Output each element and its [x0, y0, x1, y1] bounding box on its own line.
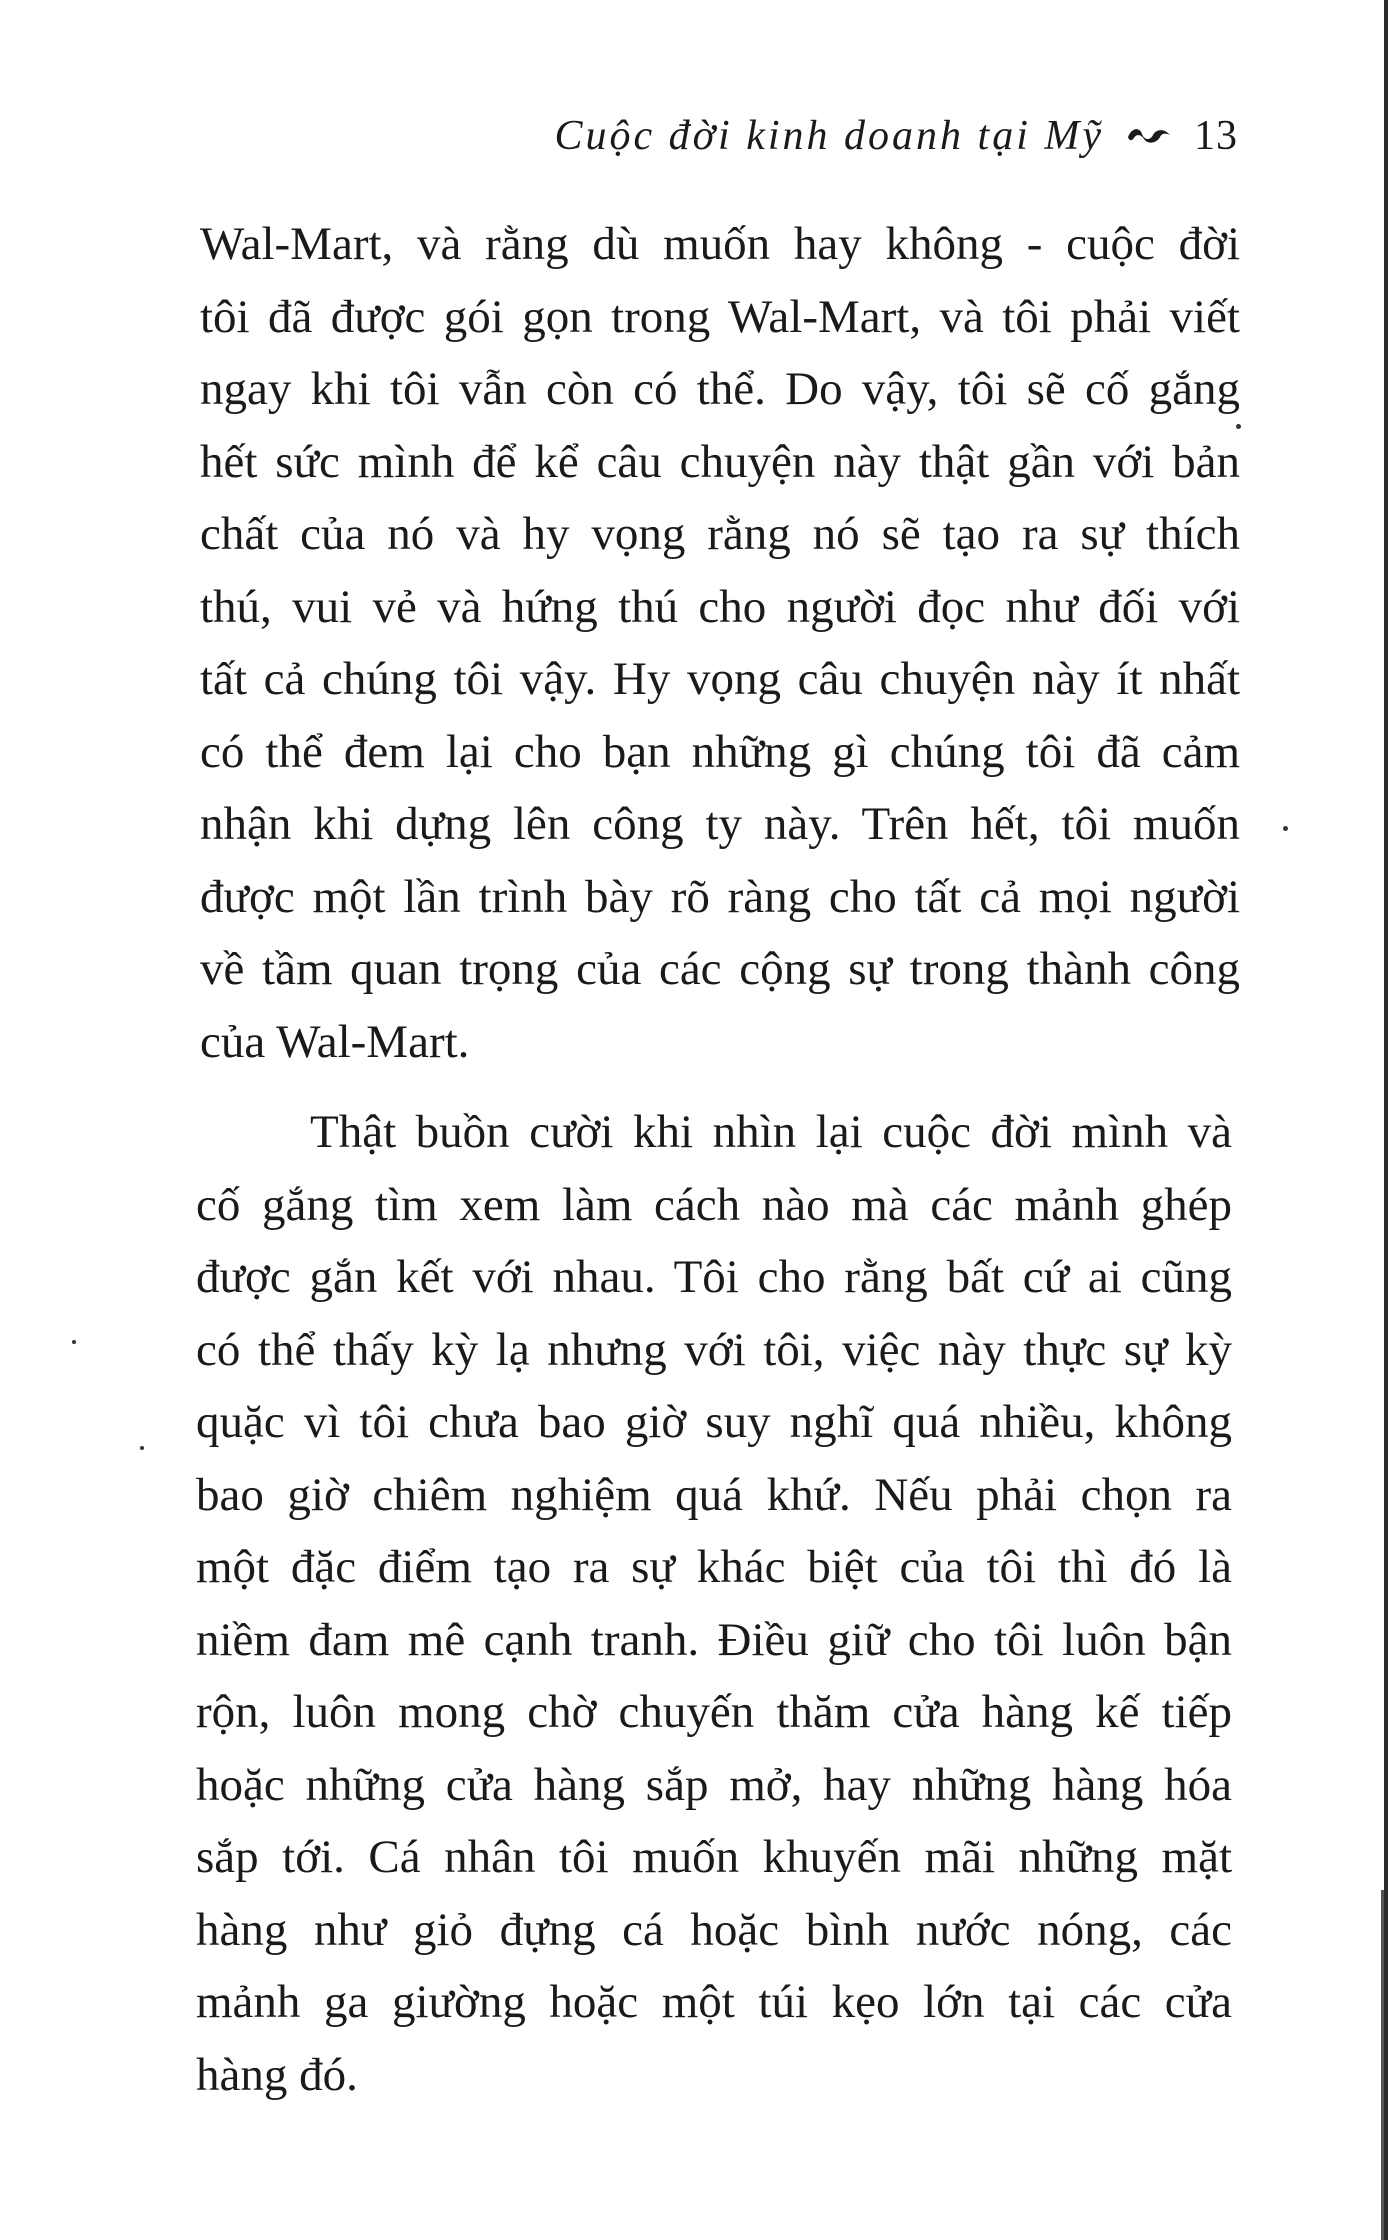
paragraph-1 — [200, 208, 1240, 1078]
text-line: của Wal-Mart. — [200, 1015, 470, 1068]
text-line: hàng đó. — [196, 2048, 358, 2101]
text-line: Thật buồn cười khi nhìn lại cuộc đời mình và — [310, 1106, 1232, 1158]
text-line: có thể đem lại cho bạn những gì chúng tôi đã cảm — [200, 725, 1240, 778]
text-line: nhận khi dựng lên công ty này. Trên hết, tôi muốn — [200, 798, 1240, 850]
running-header-title: Cuộc đời kinh doanh tại Mỹ — [554, 113, 1104, 159]
text-line: rộn, luôn mong chờ chuyến thăm cửa hàng kế tiếp — [196, 1686, 1232, 1738]
text-line: hàng như giỏ đựng cá hoặc bình nước nóng, các — [196, 1903, 1232, 1956]
text-line: Wal-Mart, và rằng dù muốn hay không - cuộc đời — [200, 218, 1240, 270]
text-line: về tầm quan trọng của các cộng sự trong thành công — [200, 943, 1240, 995]
page-number: 13 — [1194, 113, 1238, 159]
scan-speck — [1236, 424, 1241, 429]
text-line: tất cả chúng tôi vậy. Hy vọng câu chuyện này ít nhất — [200, 653, 1240, 705]
text-line: cố gắng tìm xem làm cách nào mà các mảnh ghép — [196, 1178, 1232, 1231]
scan-speck — [72, 1340, 76, 1344]
body-text — [196, 208, 1240, 2101]
page-edge-shadow — [1381, 1890, 1384, 2240]
paragraph-2 — [196, 1096, 1232, 2111]
running-header — [554, 108, 1238, 164]
text-line: tôi đã được gói gọn trong Wal-Mart, và tôi phải viết — [200, 290, 1240, 343]
text-line: sắp tới. Cá nhân tôi muốn khuyến mãi những mặt — [196, 1831, 1232, 1883]
scan-speck — [140, 1446, 144, 1450]
text-line: thú, vui vẻ và hứng thú cho người đọc như đối với — [200, 580, 1240, 633]
text-line: niềm đam mê cạnh tranh. Điều giữ cho tôi luôn bận — [196, 1613, 1232, 1666]
scan-speck — [1283, 826, 1288, 831]
page-edge-shadow — [1384, 0, 1388, 2240]
text-line: hết sức mình để kể câu chuyện này thật gần với bản — [200, 435, 1240, 488]
text-line: chất của nó và hy vọng rằng nó sẽ tạo ra sự thích — [200, 508, 1240, 560]
text-line: một đặc điểm tạo ra sự khác biệt của tôi thì đó là — [196, 1541, 1232, 1593]
text-line: quặc vì tôi chưa bao giờ suy nghĩ quá nhiều, không — [196, 1396, 1232, 1448]
text-line: có thể thấy kỳ lạ nhưng với tôi, việc này thực sự kỳ — [196, 1323, 1232, 1376]
text-line: ngay khi tôi vẫn còn có thể. Do vậy, tôi sẽ cố gắng — [200, 363, 1240, 415]
text-line: hoặc những cửa hàng sắp mở, hay những hàng hóa — [196, 1758, 1232, 1811]
text-line: được gắn kết với nhau. Tôi cho rằng bất cứ ai cũng — [196, 1251, 1232, 1303]
fleuron-icon — [1126, 104, 1172, 126]
text-line: mảnh ga giường hoặc một túi kẹo lớn tại các cửa — [196, 1976, 1232, 2028]
text-line: bao giờ chiêm nghiệm quá khứ. Nếu phải chọn ra — [196, 1468, 1232, 1521]
text-line: được một lần trình bày rõ ràng cho tất cả mọi người — [200, 870, 1240, 923]
